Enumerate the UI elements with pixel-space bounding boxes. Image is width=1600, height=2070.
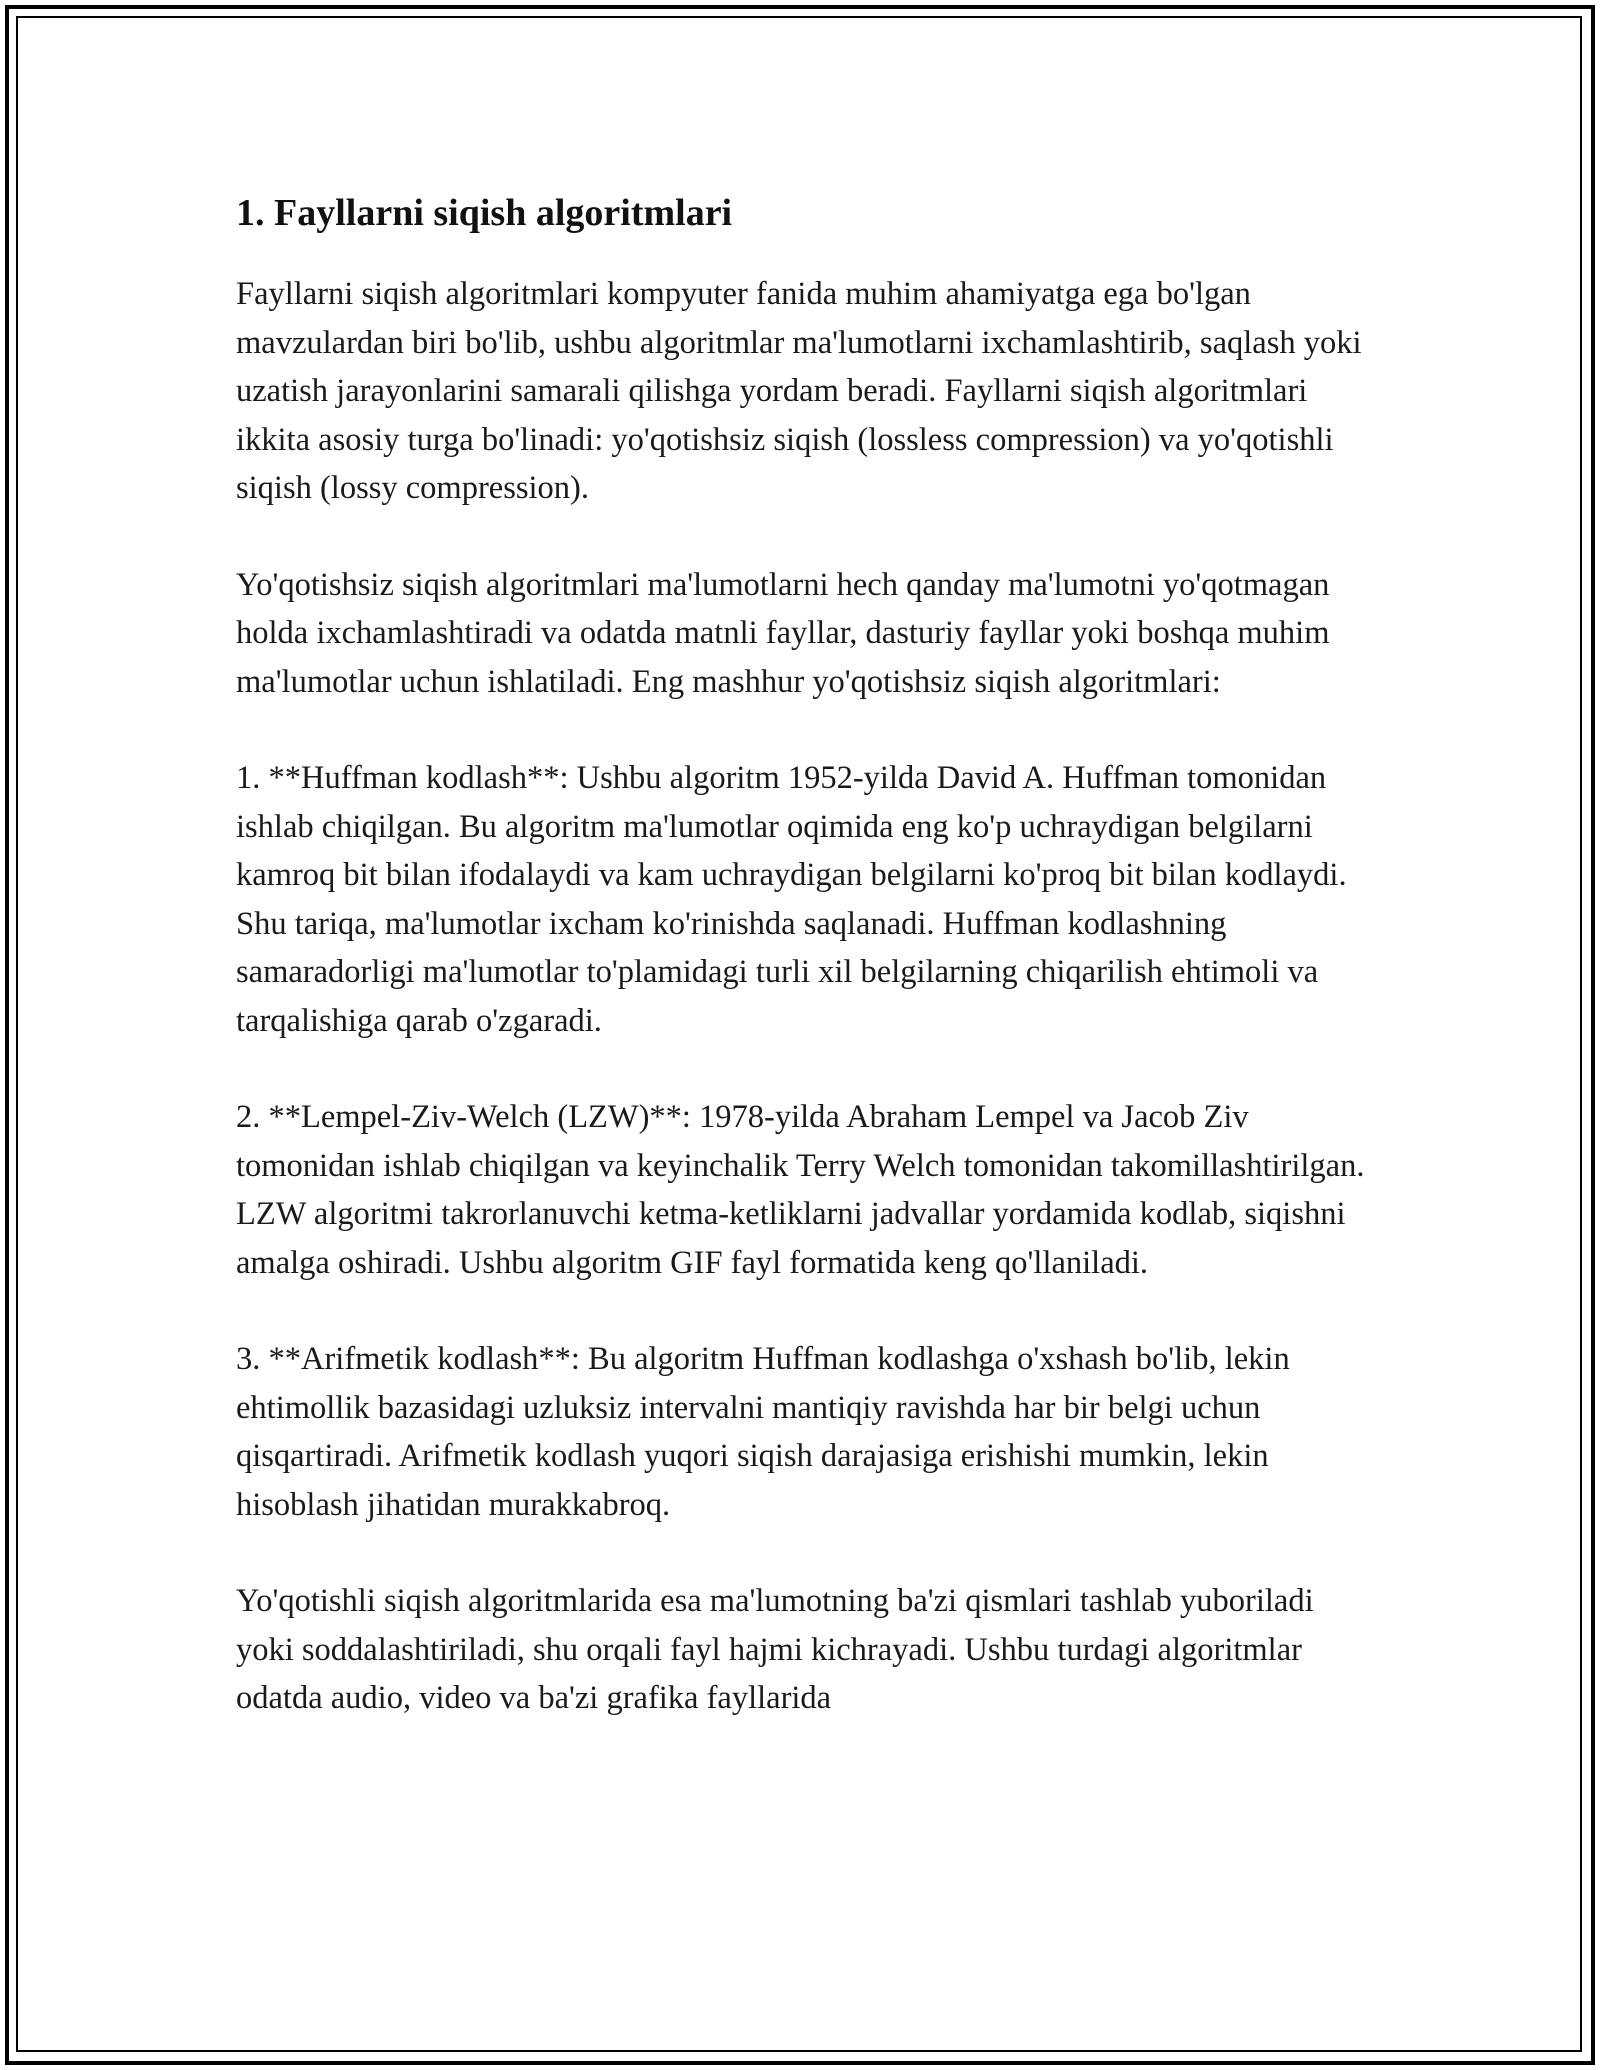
list-item-lzw: 2. **Lempel-Ziv-Welch (LZW)**: 1978-yilda Abraham Lempel va Jacob Ziv tomonidan ishlab chiqilgan va keyinchalik Terry Welch tomonidan takomillashtirilgan. LZW algoritmi takrorlanuvchi ketma-ketliklarni jadvallar yordamida kodlab, siqishni amalga oshiradi. Ushbu algoritm GIF fayl formatida keng qo'llaniladi. bbox=[236, 1099, 1365, 1281]
list-item-arithmetic: 3. **Arifmetik kodlash**: Bu algoritm Huffman kodlashga o'xshash bo'lib, lekin ehtimollik bazasidagi uzluksiz intervalni mantiqiy ravishda har bir belgi uchun qisqartiradi. Arifmetik kodlash yuqori siqish darajasiga erishishi mumkin, lekin hisoblash jihatidan murakkabroq. bbox=[236, 1341, 1290, 1523]
section-title: 1. Fayllarni siqish algoritmlari bbox=[236, 192, 733, 234]
list-item-huffman: 1. **Huffman kodlash**: Ushbu algoritm 1952-yilda David A. Huffman tomonidan ishlab chiqilgan. Bu algoritm ma'lumotlar oqimida eng ko'p uchraydigan belgilarni kamroq bit bilan ifodalaydi va kam uchraydigan belgilarni ko'proq bit bilan kodlaydi. Shu tariqa, ma'lumotlar ixcham ko'rinishda saqlanadi. Huffman kodlashning samaradorligi ma'lumotlar to'plamidagi turli xil belgilarning chiqarilish ehtimoli va tarqalishiga qarab o'zgaradi. bbox=[236, 760, 1347, 1039]
paragraph-lossless: Yo'qotishsiz siqish algoritmlari ma'lumotlarni hech qanday ma'lumotni yo'qotmagan holda ixchamlashtiradi va odatda matnli fayllar, dasturiy fayllar yoki boshqa muhim ma'lumotlar uchun ishlatiladi. Eng mashhur yo'qotishsiz siqish algoritmlari: bbox=[236, 566, 1330, 700]
document-body bbox=[236, 188, 1376, 1723]
paragraph-intro: Fayllarni siqish algoritmlari kompyuter fanida muhim ahamiyatga ega bo'lgan mavzulardan biri bo'lib, ushbu algoritmlar ma'lumotlarni ixchamlashtirib, saqlash yoki uzatish jarayonlarini samarali qilishga yordam beradi. Fayllarni siqish algoritmlari ikkita asosiy turga bo'linadi: yo'qotishsiz siqish (lossless compression) va yo'qotishli siqish (lossy compression). bbox=[236, 276, 1362, 506]
paragraph-lossy: Yo'qotishli siqish algoritmlarida esa ma'lumotning ba'zi qismlari tashlab yuboriladi yoki soddalashtiriladi, shu orqali fayl hajmi kichrayadi. Ushbu turdagi algoritmlar odatda audio, video va ba'zi grafika fayllarida bbox=[236, 1583, 1314, 1716]
